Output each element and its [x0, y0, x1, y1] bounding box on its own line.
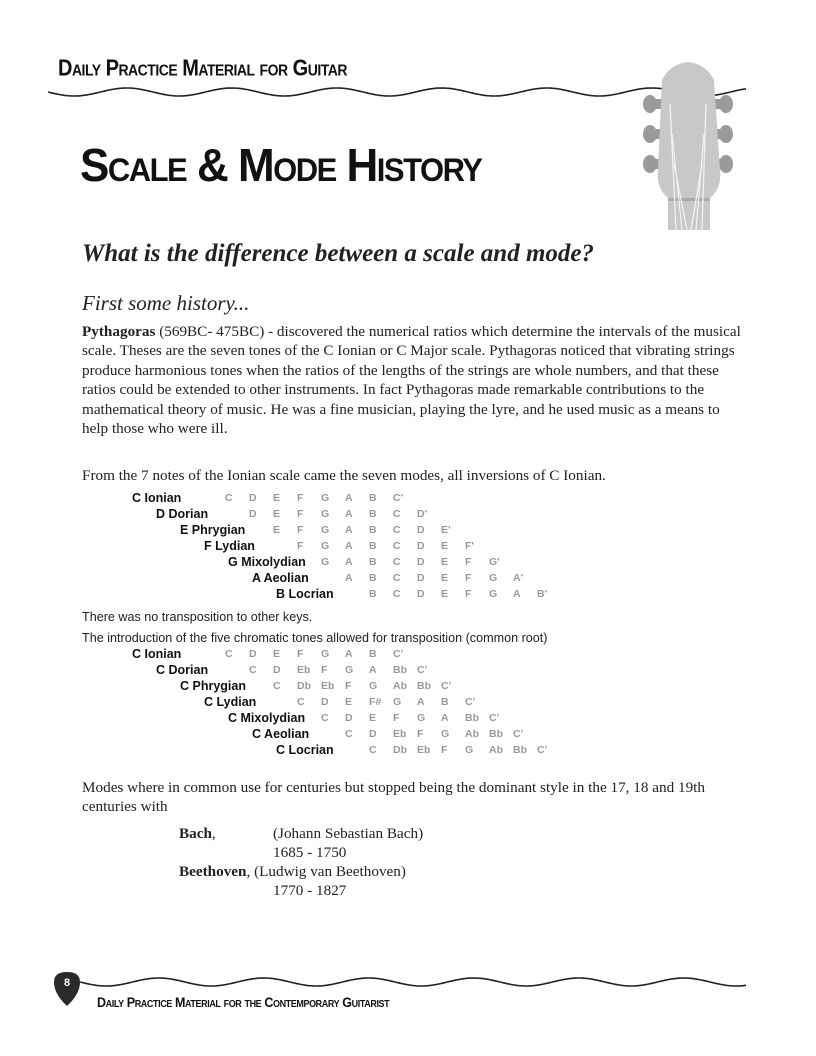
mode-note: F [297, 540, 304, 552]
composer-bach: Bach, [179, 825, 216, 842]
composer-years: 1685 - 1750 [273, 844, 347, 861]
mode-note: F [417, 728, 424, 740]
mode-note: Ab [465, 728, 479, 740]
mode-name: C Locrian [276, 743, 334, 757]
mode-note: C' [489, 712, 500, 724]
mode-name: C Dorian [156, 663, 209, 677]
mode-note: Bb [465, 712, 479, 724]
mode-name: C Mixolydian [228, 711, 306, 725]
mode-name: C Aeolian [252, 727, 310, 741]
mode-note: B [369, 540, 377, 552]
mode-note: F [345, 680, 352, 692]
chromatic-note: The introduction of the five chromatic tones allowed for transposition (common root) [82, 631, 548, 645]
mode-note: D [249, 648, 257, 660]
composer-beethoven: Beethoven, (Ludwig van Beethoven) [179, 863, 406, 880]
mode-name: C Phrygian [180, 679, 246, 693]
mode-note: Db [297, 680, 311, 692]
mode-note: Eb [321, 680, 335, 692]
mode-note: C [393, 572, 401, 584]
running-header: Daily Practice Material for Guitar [58, 56, 347, 82]
mode-note: A [345, 540, 353, 552]
mode-note: D [417, 540, 425, 552]
mode-note: C' [513, 728, 524, 740]
mode-note: D [249, 508, 257, 520]
mode-note: G' [489, 556, 500, 568]
mode-note: G [321, 556, 330, 568]
modes-intro-text: From the 7 notes of the Ionian scale came the seven modes, all inversions of C Ionian. [82, 467, 606, 484]
composer-name: Beethoven [179, 863, 247, 880]
mode-note: C' [441, 680, 452, 692]
mode-note: C [225, 492, 233, 504]
mode-note: E [441, 540, 449, 552]
mode-name: C Ionian [132, 647, 182, 661]
mode-note: F [297, 524, 304, 536]
mode-note: E [273, 648, 281, 660]
mode-note: C [345, 728, 353, 740]
composer-years: 1770 - 1827 [273, 882, 347, 899]
mode-note: D [345, 712, 353, 724]
mode-name: E Phrygian [180, 523, 246, 537]
mode-note: A [513, 588, 521, 600]
mode-note: A [441, 712, 449, 724]
section-question: What is the difference between a scale and mode? [82, 240, 594, 267]
mode-note: F [297, 648, 304, 660]
mode-name: D Dorian [156, 507, 209, 521]
mode-note: F' [465, 540, 474, 552]
mode-note: F [393, 712, 400, 724]
mode-note: E [441, 572, 449, 584]
mode-note: G [321, 648, 330, 660]
mode-note: G [345, 664, 354, 676]
pythagoras-name: Pythagoras [82, 323, 156, 340]
mode-note: C [369, 744, 377, 756]
mode-note: A [345, 572, 353, 584]
mode-note: B [369, 492, 377, 504]
mode-note: C [225, 648, 233, 660]
mode-note: Eb [297, 664, 311, 676]
mode-note: B [369, 556, 377, 568]
mode-note: A [369, 664, 377, 676]
mode-note: C [321, 712, 329, 724]
mode-note: F [297, 492, 304, 504]
mode-note: Bb [393, 664, 407, 676]
mode-note: A [345, 556, 353, 568]
mode-note: B [369, 572, 377, 584]
mode-note: F [441, 744, 448, 756]
mode-note: A [345, 648, 353, 660]
pythagoras-paragraph [82, 322, 747, 438]
mode-note: C [393, 588, 401, 600]
mode-note: Eb [393, 728, 407, 740]
mode-note: G [321, 540, 330, 552]
mode-note: B [369, 508, 377, 520]
mode-note: F# [369, 696, 382, 708]
history-subheading: First some history... [82, 291, 250, 315]
composer-full-name: (Johann Sebastian Bach) [273, 825, 424, 842]
mode-note: G [441, 728, 450, 740]
mode-note: Ab [489, 744, 503, 756]
mode-note: C' [537, 744, 548, 756]
mode-note: F [297, 508, 304, 520]
mode-note: E [273, 508, 281, 520]
mode-note: G [489, 572, 498, 584]
mode-note: B' [537, 588, 548, 600]
mode-note: C [393, 524, 401, 536]
mode-note: C [297, 696, 305, 708]
mode-note: G [489, 588, 498, 600]
mode-note: D [249, 492, 257, 504]
pythagoras-text: (569BC- 475BC) - discovered the numerical ratios which determine the intervals of the musical scale. Theses are the seven tones of the C Ionian or C Major scale. Pythagoras noticed that vibrating strings produce harmonious tones when the ratios of the lengths of the strings are whole numbers, and that these ratios could be extended to other instruments. In fact Pythagoras made remarkable contributions to the mathematical theory of music. He was a fine musician, playing the lyre, and he used music as a means to help those who were ill. [82, 323, 741, 438]
page-number: 8 [63, 977, 71, 989]
mode-note: C [273, 680, 281, 692]
mode-note: C [393, 508, 401, 520]
composer-name: Bach [179, 825, 212, 842]
mode-name: G Mixolydian [228, 555, 306, 569]
mode-note: C [249, 664, 257, 676]
mode-note: G [321, 492, 330, 504]
page-title: Scale & Mode History [80, 140, 482, 192]
mode-note: A [345, 508, 353, 520]
mode-note: D [417, 556, 425, 568]
mode-note: B [441, 696, 449, 708]
mode-note: E [441, 588, 449, 600]
mode-note: Eb [417, 744, 431, 756]
mode-note: Bb [489, 728, 503, 740]
mode-note: D [417, 588, 425, 600]
mode-note: D [273, 664, 281, 676]
running-footer: Daily Practice Material for the Contemporary Guitarist [97, 995, 390, 1011]
mode-note: E' [441, 524, 451, 536]
mode-note: F [465, 556, 472, 568]
mode-note: Bb [513, 744, 527, 756]
mode-note: G [321, 508, 330, 520]
mode-note: A' [513, 572, 524, 584]
closing-paragraph: Modes where in common use for centuries but stopped being the dominant style in the 17, 18 and 19th centuries with [82, 779, 705, 816]
mode-note: E [273, 492, 281, 504]
mode-note: Bb [417, 680, 431, 692]
mode-note: B [369, 648, 377, 660]
mode-note: F [465, 588, 472, 600]
mode-note: C [393, 540, 401, 552]
mode-name: A Aeolian [252, 571, 309, 585]
mode-note: B [369, 588, 377, 600]
mode-note: A [417, 696, 425, 708]
mode-note: E [441, 556, 449, 568]
mode-note: D [417, 572, 425, 584]
mode-note: D' [417, 508, 428, 520]
mode-note: E [273, 524, 281, 536]
mode-note: E [345, 696, 353, 708]
guitar-headstock-icon [640, 60, 750, 230]
mode-note: G [417, 712, 426, 724]
mode-name: F Lydian [204, 539, 255, 553]
mode-note: Db [393, 744, 407, 756]
mode-note: C' [465, 696, 476, 708]
mode-note: A [345, 492, 353, 504]
mode-note: B [369, 524, 377, 536]
mode-note: A [345, 524, 353, 536]
mode-note: D [321, 696, 329, 708]
mode-note: C' [417, 664, 428, 676]
mode-note: D [417, 524, 425, 536]
mode-note: G [321, 524, 330, 536]
mode-note: E [369, 712, 377, 724]
mode-note: C [393, 556, 401, 568]
mode-note: F [321, 664, 328, 676]
mode-note: G [369, 680, 378, 692]
mode-name: C Ionian [132, 491, 182, 505]
mode-name: C Lydian [204, 695, 257, 709]
mode-note: Ab [393, 680, 407, 692]
mode-note: F [465, 572, 472, 584]
mode-note: C' [393, 648, 404, 660]
mode-note: D [369, 728, 377, 740]
mode-note: C' [393, 492, 404, 504]
mode-note: G [393, 696, 402, 708]
transposition-note: There was no transposition to other keys. [82, 610, 313, 624]
mode-name: B Locrian [276, 587, 334, 601]
mode-note: G [465, 744, 474, 756]
